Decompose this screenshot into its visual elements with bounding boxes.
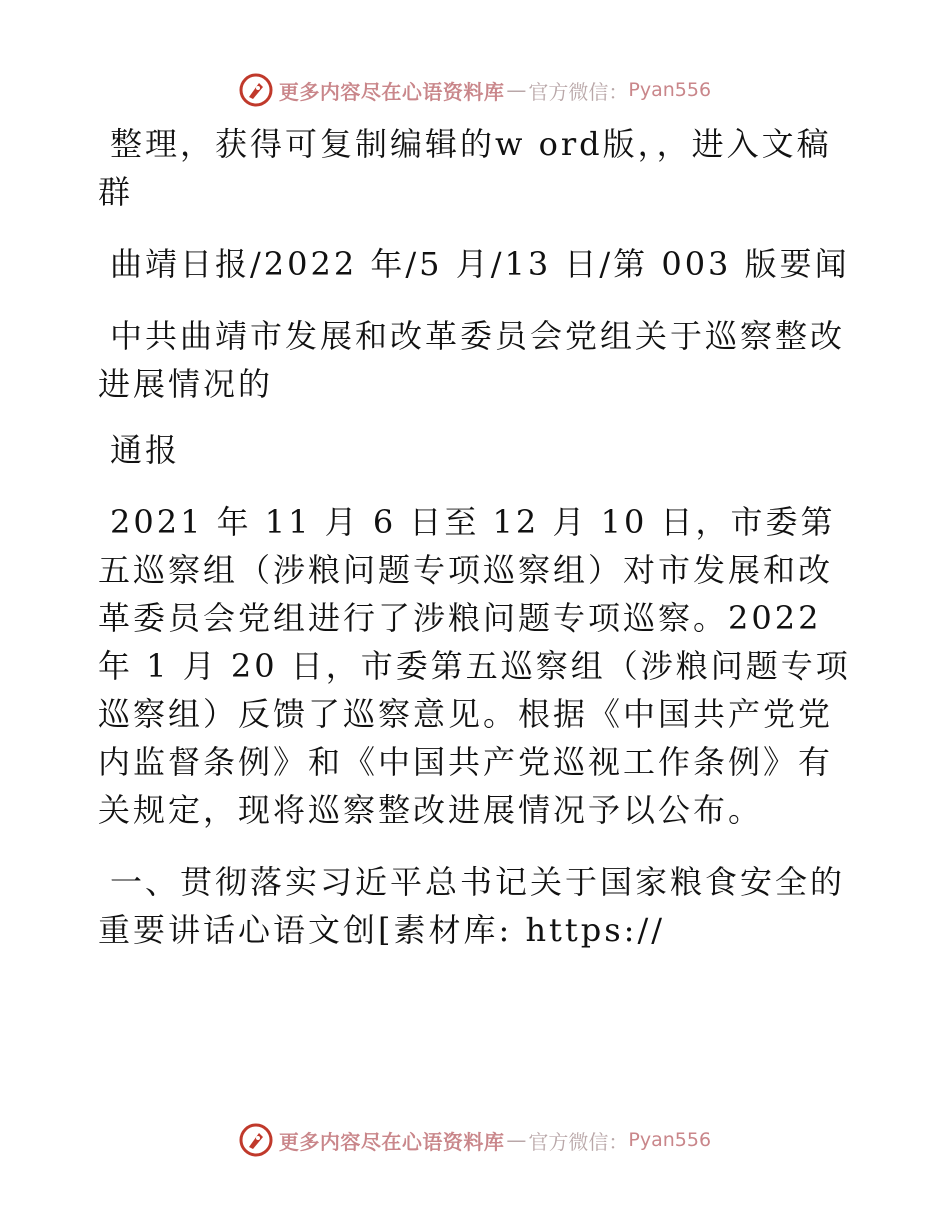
- watermark-dash: —: [506, 78, 527, 102]
- pen-nib-logo-icon: [239, 1123, 273, 1157]
- watermark-label: 官方微信：: [528, 79, 629, 104]
- document-title: 中共曲靖市发展和改革委员会党组关于巡察整改进展情况的: [98, 317, 846, 403]
- source-line: 曲靖日报/2022 年/5 月/13 日/第 003 版要闻: [110, 245, 850, 283]
- watermark-brand: 更多内容尽在心语资料库: [278, 1129, 505, 1154]
- document-body: [98, 120, 858, 978]
- watermark-dash: —: [506, 1128, 527, 1152]
- watermark-wechat-id: Pyan556: [628, 79, 712, 101]
- watermark-brand: 更多内容尽在心语资料库: [278, 79, 505, 104]
- pen-nib-logo-icon: [239, 73, 273, 107]
- intro-note: 整理，获得可复制编辑的w ord版，，进入文稿群: [98, 125, 832, 211]
- section-heading: 一、贯彻落实习近平总书记关于国家粮食安全的重要讲话心语文创[素材库: https://: [98, 863, 846, 949]
- watermark-wechat-id: Pyan556: [628, 1129, 712, 1151]
- watermark-label: 官方微信：: [528, 1129, 629, 1154]
- document-title-continued: 通报: [110, 431, 181, 469]
- footer-watermark: [0, 1120, 950, 1160]
- body-paragraph: 2021 年 11 月 6 日至 12 月 10 日，市委第五巡察组（涉粮问题专项巡察组）对市发展和改革委员会党组进行了涉粮问题专项巡察。2022 年 1 月 20 日，市委第五巡察组（涉粮问题专项巡察组）反馈了巡察意见。根据《中国共产党党内监督条例》和《中国共产党巡视工作条例》有关规定，现将巡察整改进展情况予以公布。: [98, 503, 851, 829]
- header-watermark: [0, 70, 950, 110]
